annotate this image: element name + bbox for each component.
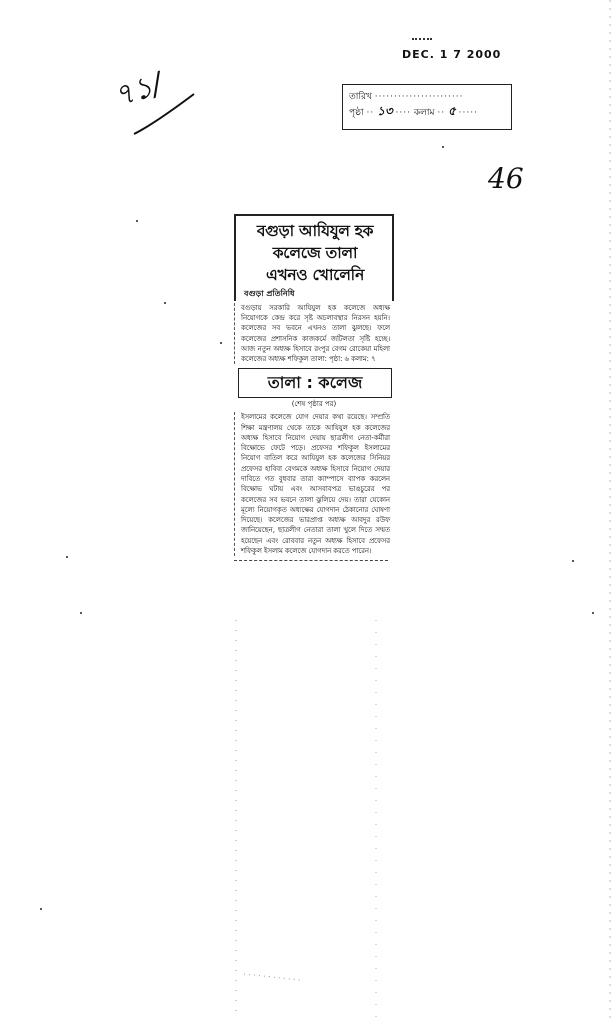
scan-speck: [80, 612, 82, 614]
scan-speck: [220, 342, 222, 344]
scan-speck: [442, 146, 444, 148]
article-body: বগুড়ায় সরকারি আযিযুল হক কলেজে অধ্যক্ষ নিয়োগকে কেন্দ্র করে সৃষ্ট অচলাবস্থার নিরসন হয়নি। কলেজের সব ভবনে এখনও তালা ঝুলছে। ফলে কলেজের প্রশাসনিক কাজকর্মে জটিলতা সৃষ্টি হচ্ছে। আজ নতুন অধ্যক্ষ হিসাবে রংপুর বেগম রোকেয়া মহিলা কলেজের অধ্যক্ষ শফিকুল তালা: পৃষ্ঠা: ৬ কলাম: ৭: [234, 303, 394, 364]
source-page-label: পৃষ্ঠা: [349, 108, 364, 118]
handwritten-page-number: 46: [488, 162, 524, 195]
headline-line-1: বগুড়া আযিযুল হক: [256, 222, 374, 240]
headline-line-2: কলেজে তালা: [272, 244, 358, 262]
scan-speck: [164, 302, 166, 304]
byline: বগুড়া প্রতিনিধি: [244, 289, 295, 298]
headline-line-3: এখনও খোলেনি: [265, 266, 365, 284]
scan-speck: [592, 612, 594, 614]
continuation-body: ইসলামের কলেজে যোগ দেয়ার কথা রয়েছে। সম্প্রতি শিক্ষা মন্ত্রণালয় থেকে তাকে আযিযুল হক কলেজের অধ্যক্ষ হিসাবে নিয়োগ দেয়ায় ছাত্রলীগ নেতা-কর্মীরা বিক্ষোভে ফেটে পড়ে। প্রফেসর শফিকুল ইসলামের নিয়োগ বাতিল করে আযিযুল হক কলেজের সিনিয়র প্রফেসর হাবিবা বেগমকে অধ্যক্ষ হিসাবে নিয়োগ দেয়ার দাবিতে গত বুধবার তারা ক্যাম্পাসে ব্যাপক করলেন বিক্ষোভ ঘটায় এবং আসবাবপত্র ভাঙচুরের পর কলেজের সব ভবনে তালা ঝুলিয়ে দেয়। তারা যেকোন মূল্যে নিয়োগকৃত অধ্যক্ষের যোগদান ঠেকানোর ঘোষণা দিয়েছে। কলেজের ভারপ্রাপ্ত অধ্যক্ষ আবদুর রউফ জানিয়েছেন, ছাত্রলীগ নেতারা তালা খুলে দিতে সম্মত হয়েছেন এবং রোববার নতুন অধ্যক্ষ হিসাবে প্রফেসর শফিকুল ইসলাম কলেজে যোগদান করতে পারেন।: [234, 412, 394, 556]
source-col-value: ৫: [447, 104, 456, 118]
scan-speck: [40, 908, 42, 910]
source-page-row: পৃষ্ঠা ·· ১৩ ···· কলাম ·· ৫ ·····: [349, 104, 478, 118]
continuation-subtitle: (শেষ পৃষ্ঠার পর): [291, 400, 337, 409]
source-col-label: কলাম: [413, 108, 435, 118]
source-page-value: ১৩: [377, 104, 393, 118]
continuation-title: তালা : কলেজ: [267, 373, 363, 393]
scan-speck: [572, 560, 574, 562]
scan-speck: [66, 556, 68, 558]
source-date-dots: ·······················: [374, 92, 464, 102]
scan-speck: [136, 220, 138, 222]
source-date-label: তারিখ: [349, 92, 372, 102]
date-stamp: DEC. 1 7 2000: [402, 48, 502, 61]
handwritten-mark: ৭১/: [109, 66, 167, 115]
